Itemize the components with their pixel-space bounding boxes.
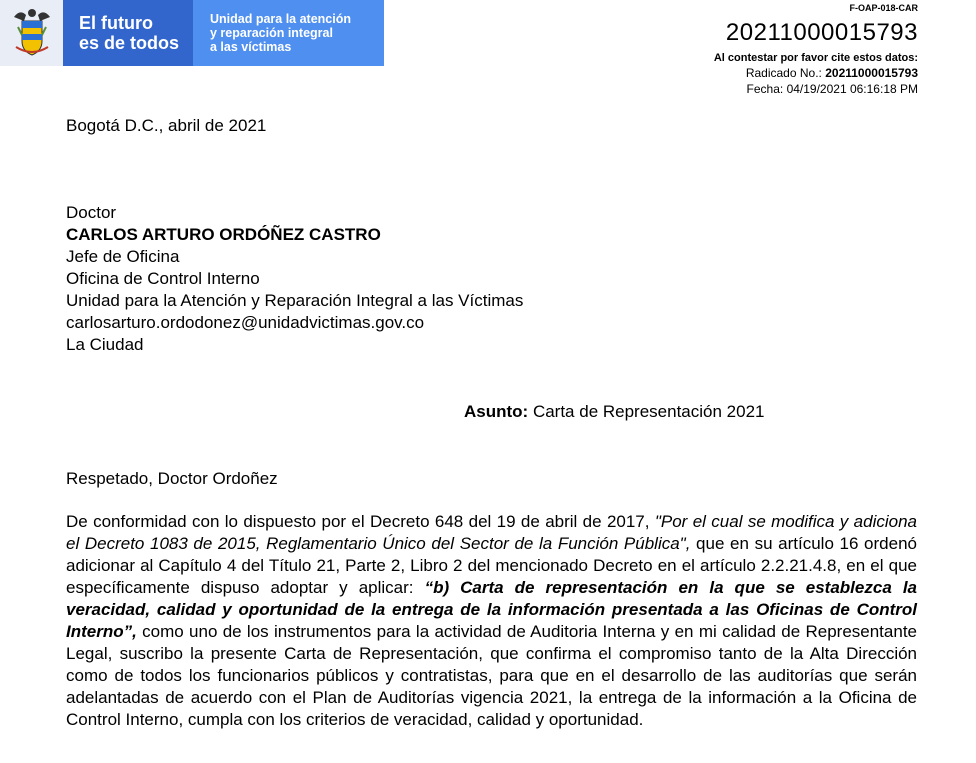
radicado-line [746, 66, 918, 80]
subject-label: Asunto: [464, 402, 529, 421]
subject-line [464, 401, 764, 423]
recipient-block [66, 202, 523, 356]
radicado-number: 20211000015793 [825, 66, 918, 80]
radicado-label: Radicado No.: [745, 66, 826, 80]
decree-title-quote: "Por el cual se modifica y adiciona el Decreto 1083 de 2015, Reglamentario Único del Sector de la Función Pública", [66, 512, 917, 553]
fecha-label: Fecha: [746, 82, 787, 96]
unit-line-1: Unidad para la atención [210, 12, 352, 26]
coat-of-arms-logo [0, 0, 63, 66]
body-text-1: De conformidad con lo dispuesto por el Decreto 648 del 19 de abril de 2017, [66, 512, 655, 531]
fecha-line [747, 82, 918, 96]
unit-name [193, 0, 384, 66]
form-code: F-OAP-018-CAR [849, 3, 918, 13]
unit-line-3: a las víctimas [210, 40, 292, 54]
legal-quote: “b) Carta de representación en la que se establezca la veracidad, calidad y oportunidad de la entrega de la información presentada a las Oficinas de Control Interno”, [66, 578, 917, 641]
recipient-name: CARLOS ARTURO ORDÓÑEZ CASTRO [66, 225, 381, 244]
recipient-position: Jefe de Oficina [66, 247, 180, 266]
radicado-number-large: 20211000015793 [725, 19, 918, 46]
brand-line-1: El futuro [79, 13, 153, 33]
greeting: Respetado, Doctor Ordoñez [66, 469, 278, 488]
radicado-note: Al contestar por favor cite estos datos: [713, 52, 918, 64]
unit-line-2: y reparación integral [210, 26, 333, 40]
colombia-shield-icon [10, 7, 54, 59]
recipient-email: carlosarturo.ordodonez@unidadvictimas.gov.co [66, 313, 425, 332]
body-text-3: como uno de los instrumentos para la actividad de Auditoria Interna y en mi calidad de Representante Legal, suscribo la presente Carta de Representación, que confirma el compromiso tanto de la Alta Dirección como de todos los funcionarios públicos y contratistas, para que en el desarrollo de las auditorías que serán adelantadas de acuerdo con el Plan de Auditorías vigencia 2021, la entrega de la información a la Oficina de Control Interno, cumpla con los criterios de veracidad, calidad y oportunidad. [66, 622, 917, 729]
header-banner [0, 0, 384, 66]
recipient-office: Oficina de Control Interno [66, 269, 260, 288]
body-text-2: que en su artículo 16 ordenó adicionar al Capítulo 4 del Título 21, Parte 2, Libro 2 del mencionado Decreto en el artículo 2.2.21.4.8, en el que específicamente dispuso adoptar y aplicar: [66, 534, 917, 597]
place-date: Bogotá D.C., abril de 2021 [66, 116, 267, 135]
brand-slogan [63, 0, 193, 66]
brand-line-2: es de todos [79, 33, 180, 53]
subject-text: Carta de Representación 2021 [528, 402, 765, 421]
body-paragraph [66, 511, 917, 731]
recipient-title: Doctor [66, 203, 117, 222]
recipient-city: La Ciudad [66, 335, 144, 354]
recipient-entity: Unidad para la Atención y Reparación Integral a las Víctimas [66, 291, 524, 310]
fecha-value: 04/19/2021 06:16:18 PM [786, 82, 918, 96]
